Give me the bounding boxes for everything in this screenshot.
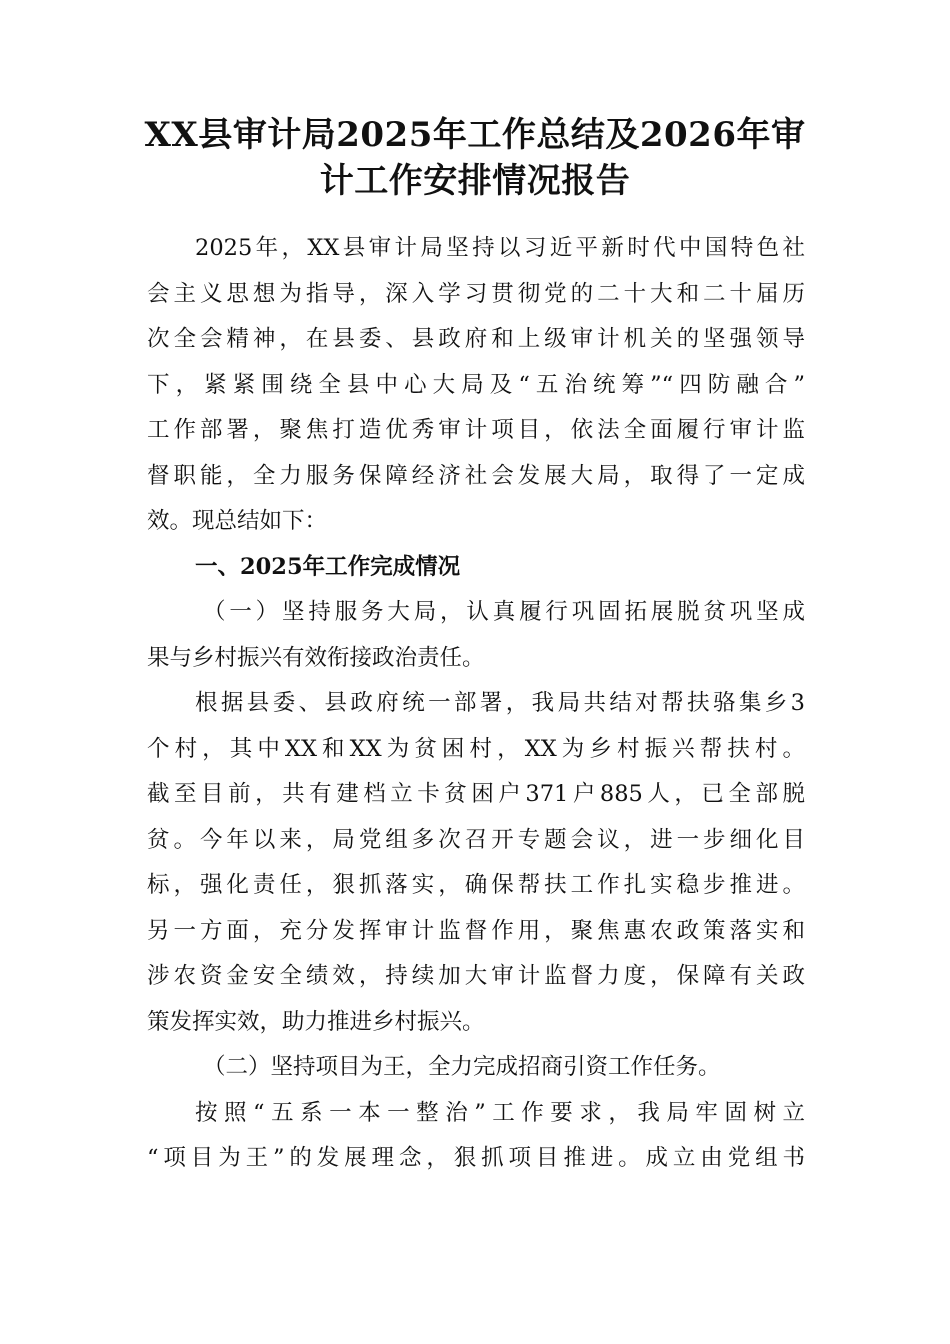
text-line: 2025年，XX县审计局坚持以习近平新时代中国特色社 [195,235,805,261]
section-heading-text: 一、2025年工作完成情况 [195,553,461,580]
text-line: 另一方面，充分发挥审计监督作用，聚焦惠农政策落实和 [147,917,805,944]
text-line: 效。现总结如下： [147,508,328,534]
title-line-1: XX县审计局2025年工作总结及2026年审 [144,115,806,155]
text-line: 贫。今年以来，局党组多次召开专题会议，进一步细化目 [147,826,805,853]
text-line: 策发挥实效，助力推进乡村振兴。 [147,1008,485,1035]
text-line: 工作部署，聚焦打造优秀审计项目，依法全面履行审计监 [147,417,805,443]
subsection-heading [147,590,805,681]
text-line: 下，紧紧围绕全县中心大局及“五治统筹”“四防融合” [147,371,805,398]
text-line: 按照“五系一本一整治”工作要求，我局牢固树立 [195,1099,805,1126]
title-line-2: 计工作安排情况报告 [319,161,631,201]
section-heading [147,545,805,591]
subsection-paragraph [147,681,805,1045]
text-line: “项目为王”的发展理念，狠抓项目推进。成立由党组书 [147,1145,805,1171]
text-line: 次全会精神，在县委、县政府和上级审计机关的坚强领导 [147,326,805,352]
text-line: （一）坚持服务大局，认真履行巩固拓展脱贫巩坚成 [203,599,805,625]
text-line: 涉农资金安全绩效，持续加大审计监督力度，保障有关政 [147,963,805,989]
text-line: 会主义思想为指导，深入学习贯彻党的二十大和二十届历 [147,280,805,307]
text-line: 果与乡村振兴有效衔接政治责任。 [147,644,485,671]
text-line: 截至目前，共有建档立卡贫困户371户885人，已全部脱 [147,781,805,807]
subsection-heading [147,1045,805,1091]
text-line: 个村，其中XX和XX为贫困村，XX为乡村振兴帮扶村。 [147,735,805,762]
intro-paragraph [147,226,805,545]
text-line: 根据县委、县政府统一部署，我局共结对帮扶骆集乡3 [195,690,805,716]
text-line: 督职能，全力服务保障经济社会发展大局，取得了一定成 [147,462,805,489]
text-line: 标，强化责任，狠抓落实，确保帮扶工作扎实稳步推进。 [147,872,805,898]
document-body [147,226,805,1182]
text-line: （二）坚持项目为王，全力完成招商引资工作任务。 [203,1054,721,1080]
subsection-paragraph [147,1091,805,1182]
document-title [120,112,830,204]
